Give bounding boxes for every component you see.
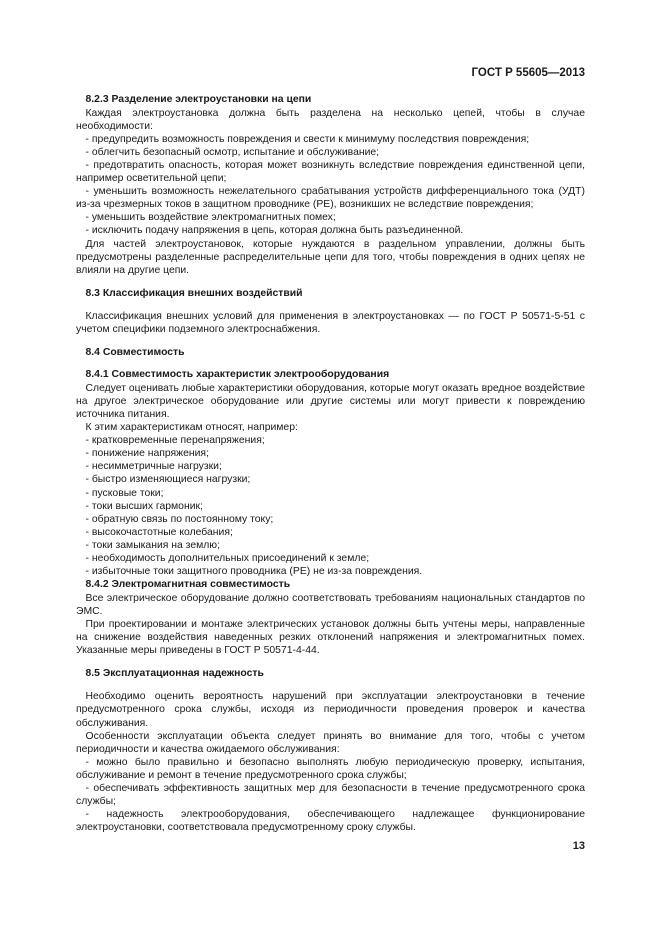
paragraph: К этим характеристикам относят, например: — [85, 422, 298, 434]
paragraph: - токи высших гармоник; — [85, 500, 203, 512]
paragraph: - пусковые токи; — [85, 487, 164, 499]
paragraph: - высокочастотные колебания; — [85, 526, 233, 538]
paragraph: - исключить подачу напряжения в цепь, которая должна быть разъединенной. — [85, 225, 464, 237]
paragraph: - быстро изменяющиеся нагрузки; — [85, 474, 251, 486]
paragraph: При проектировании и монтаже электрических установок должны быть учтены меры, направленные на снижение воздействия наведенных резких отклонений напряжения и электромагнитных помех. Указанные меры приведены в ГОСТ Р 50571-4-44. — [76, 618, 585, 657]
paragraph: - обеспечивать эффективность защитных мер для безопасности в течение предусмотренного срока службы; — [76, 783, 585, 808]
paragraph: - предупредить возможность повреждения и свести к минимуму последствия повреждения; — [85, 133, 530, 145]
document-header: ГОСТ Р 55605—2013 — [471, 67, 585, 79]
paragraph: Классификация внешних условий для применения в электроустановках — по ГОСТ Р 50571-5-51 с учетом специфики подземного электроснабжения. — [76, 310, 585, 335]
paragraph: - необходимость дополнительных присоединений к земле; — [85, 553, 370, 564]
paragraph: - понижение напряжения; — [85, 448, 209, 460]
paragraph: Особенности эксплуатации объекта следует принять во внимание для того, чтобы с учетом периодичности и качества ожидаемого обслуживания: — [76, 730, 585, 755]
section-heading: 8.4.1 Совместимость характеристик электрооборудования — [85, 369, 390, 381]
page-number: 13 — [572, 840, 585, 852]
paragraph: Для частей электроустановок, которые нуждаются в раздельном управлении, должны быть предусмотрены разделенные распределительные цепи для того, чтобы повреждения в одних цепях не влияли на другие цепи. — [76, 238, 585, 276]
section-heading: 8.2.3 Разделение электроустановки на цепи — [85, 94, 312, 105]
section-heading: 8.4 Совместимость — [85, 347, 185, 359]
paragraph: - предотвратить опасность, которая может возникнуть вследствие повреждения единственной цепи, например осветительной цепи; — [76, 159, 585, 185]
section-heading: 8.5 Эксплуатационная надежность — [85, 668, 264, 680]
paragraph: - уменьшить воздействие электромагнитных помех; — [85, 212, 336, 224]
section-heading: 8.4.2 Электромагнитная совместимость — [85, 579, 291, 591]
paragraph: - уменьшить возможность нежелательного срабатывания устройств дифференциального тока (УДТ) из-за чрезмерных токов в защитном проводнике (PE), возникших не вследствие повреждения; — [76, 186, 585, 211]
paragraph: - несимметричные нагрузки; — [85, 461, 222, 473]
paragraph: Следует оценивать любые характеристики оборудования, которые могут оказать вредное воздействие на другое электрическое оборудование или другие системы или могут привести к повреждению источника питания. — [76, 382, 585, 420]
paragraph: Каждая электроустановка должна быть разделена на несколько цепей, чтобы в случае необходимости: — [76, 107, 585, 132]
paragraph: - обратную связь по постоянному току; — [85, 513, 274, 525]
paragraph: - можно было правильно и безопасно выполнять любую периодическую проверку, испытания, обслуживание и ремонт в течение предусмотренного срока службы; — [76, 756, 585, 781]
paragraph: Все электрическое оборудование должно соответствовать требованиям национальных стандартов по ЭМС. — [76, 592, 585, 617]
paragraph: - токи замыкания на землю; — [85, 539, 220, 551]
paragraph: - облегчить безопасный осмотр, испытание и обслуживание; — [85, 146, 380, 158]
document-body — [76, 93, 585, 834]
paragraph: - кратковременные перенапряжения; — [85, 435, 265, 447]
section-heading: 8.3 Классификация внешних воздействий — [85, 287, 303, 299]
paragraph: - надежность электрооборудования, обеспечивающего надлежащее функционирование электроустановки, соответствовала предусмотренному сроку службы. — [76, 809, 585, 834]
paragraph: - избыточные токи защитного проводника (PE) не из-за повреждения. — [85, 566, 423, 578]
paragraph: Необходимо оценить вероятность нарушений при эксплуатации электроустановки в течение предусмотренного срока службы, исходя из периодичности проведения проверок и качества обслуживания. — [76, 691, 585, 729]
